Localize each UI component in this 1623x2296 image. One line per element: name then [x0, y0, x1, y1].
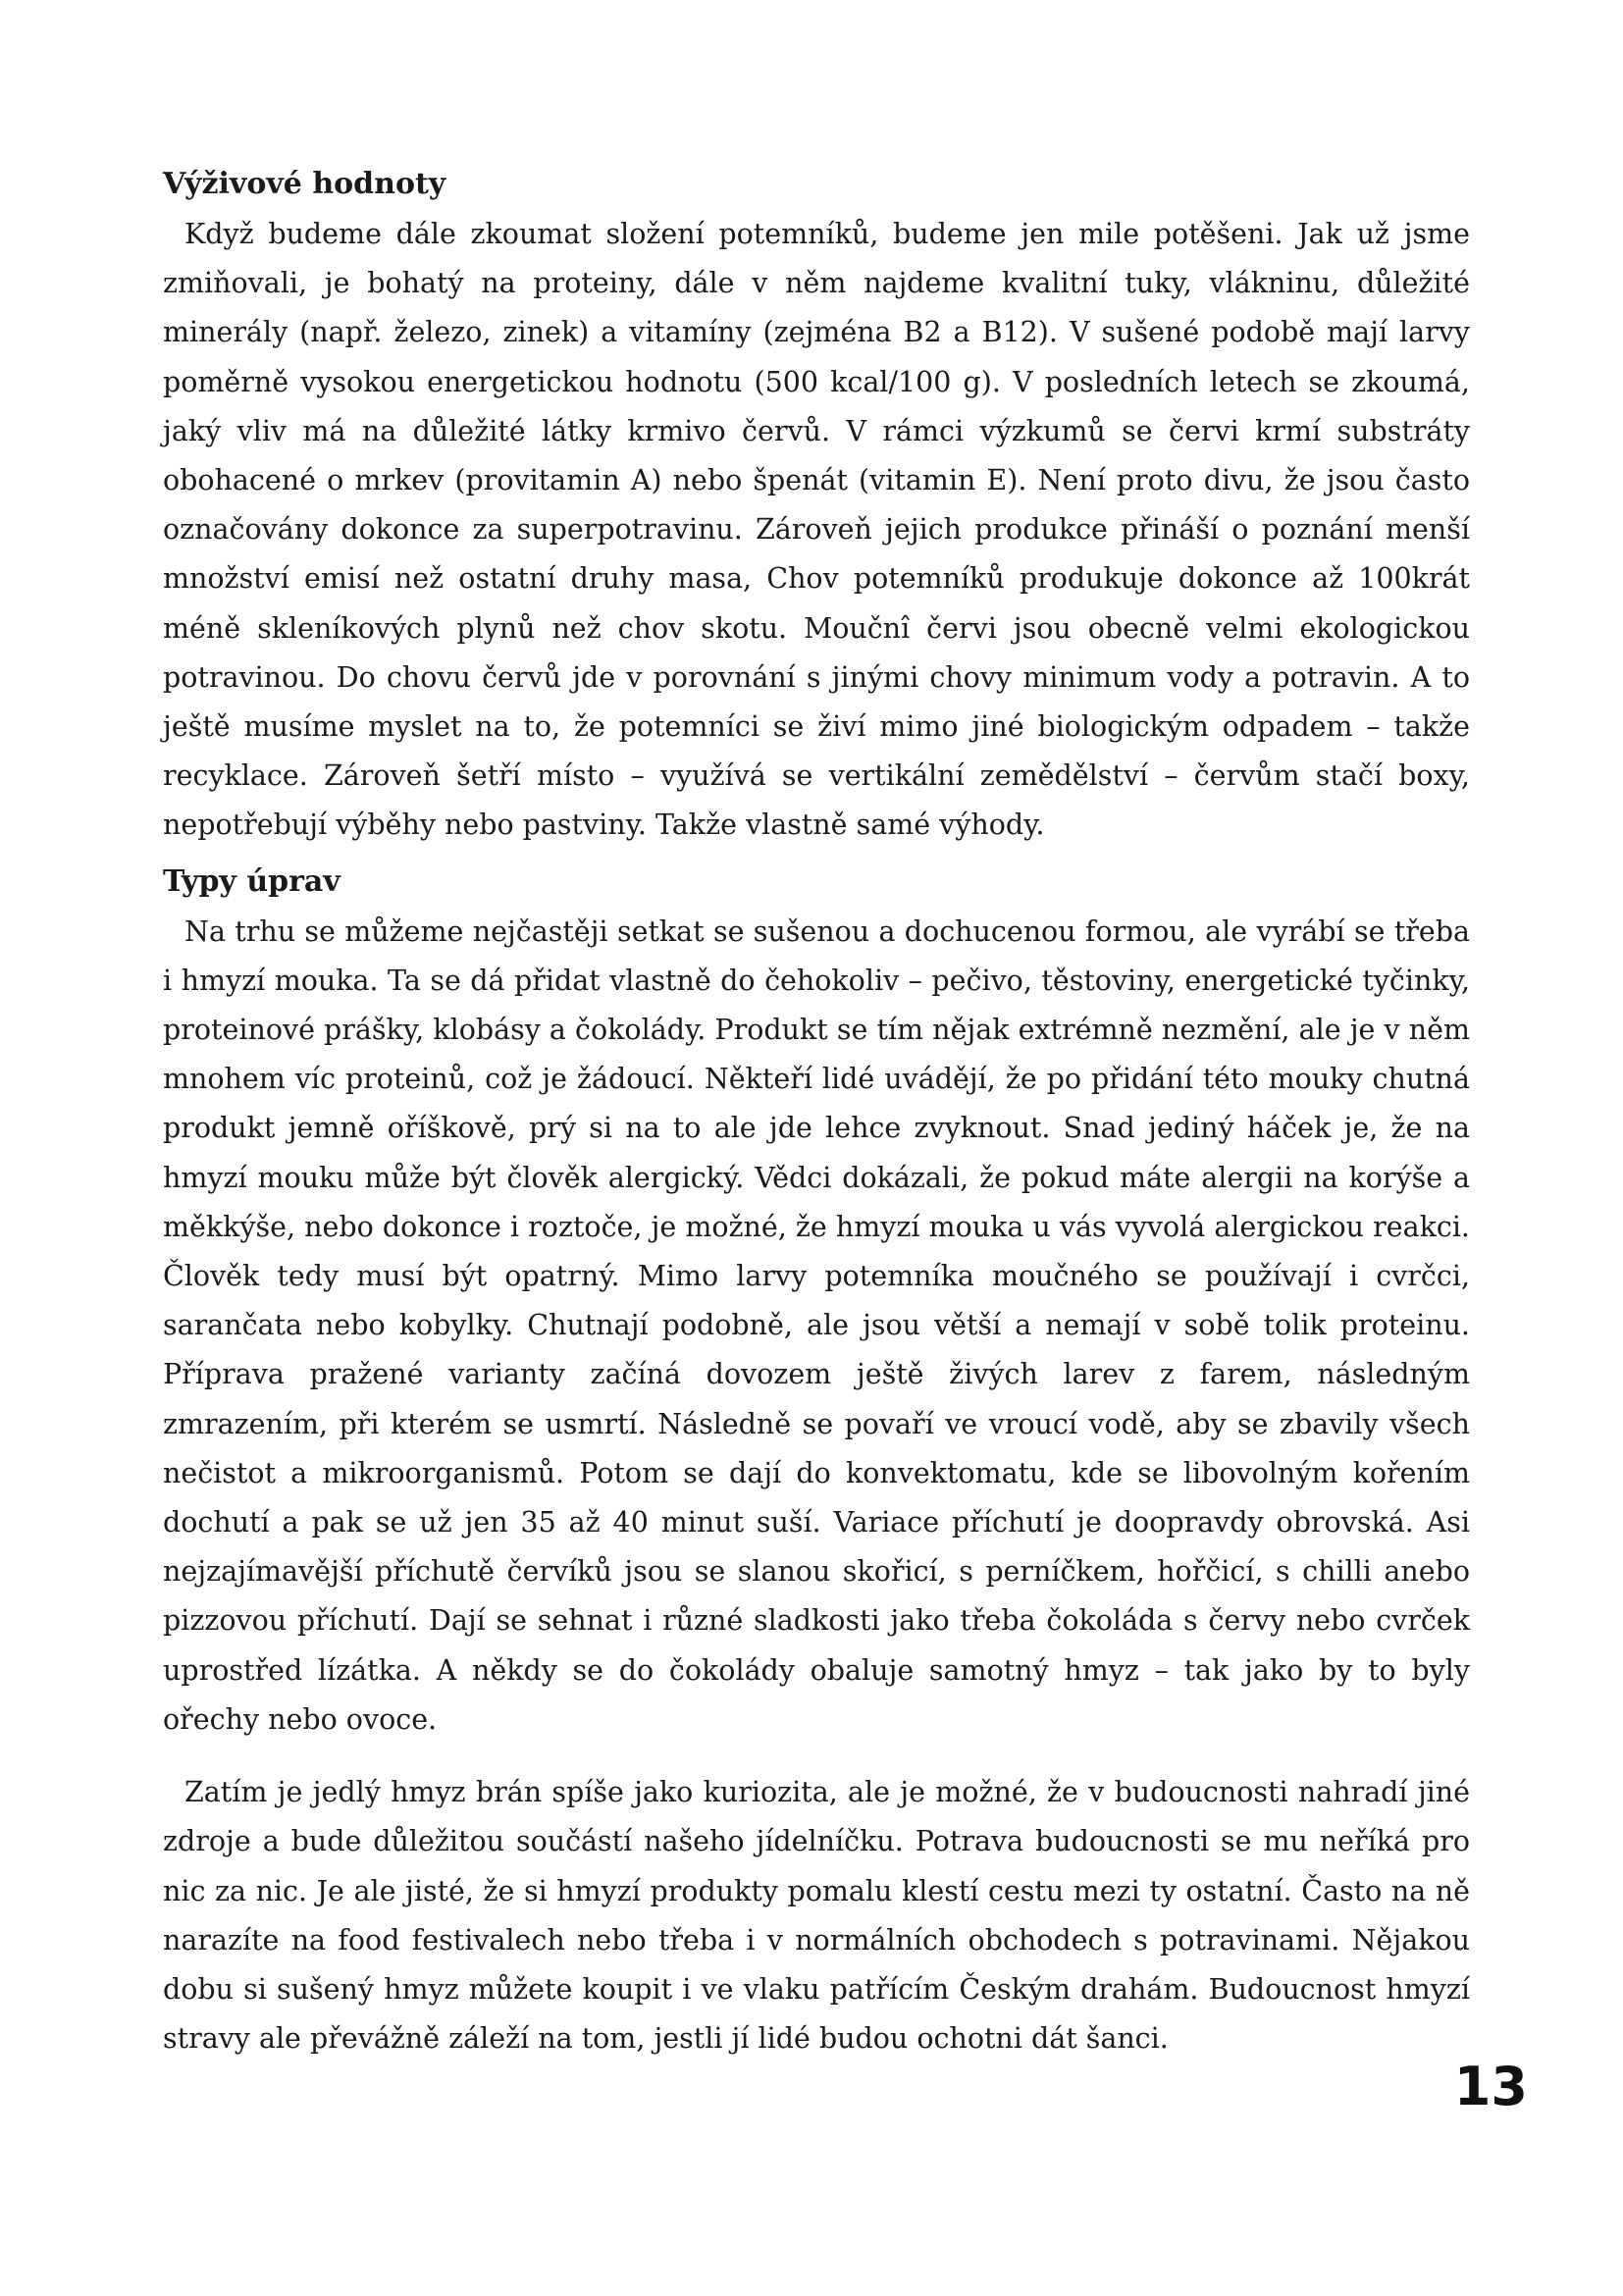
paragraph-closing: Zatím je jedlý hmyz brán spíše jako kuriozita, ale je možné, že v budoucnosti nahradí jiné zdroje a bude důležitou součástí našeho jídelníčku. Potrava budoucnosti se mu neříká pro nic za nic. Je ale jisté, že si hmyzí produkty pomalu klestí cestu mezi ty ostatní. Často na ně narazíte na food festivalech nebo třeba i v normálních obchodech s potravinami. Nějakou dobu si sušený hmyz můžete koupit i ve vlaku patřícím Českým drahám. Budoucnost hmyzí stravy ale převážně záleží na tom, jestli jí lidé budou ochotni dát šanci. [163, 1776, 1470, 2056]
section-heading-preparation-types: Typy úprav [163, 863, 340, 899]
paragraph-preparation-types: Na trhu se můžeme nejčastěji setkat se sušenou a dochucenou formou, ale vyrábí se třeba i hmyzí mouka. Ta se dá přidat vlastně do čehokoliv – pečivo, těstoviny, energetické tyčinky, proteinové prášky, klobásy a čokolády. Produkt se tím nějak extrémně nezmění, ale je v něm mnohem víc proteinů, což je žádoucí. Někteří lidé uvádějí, že po přidání této mouky chutná produkt jemně oříškově, prý si na to ale jde lehce zvyknout. Snad jediný háček je, že na hmyzí mouku může být člověk alergický. Vědci dokázali, že pokud máte alergii na korýše a měkkýše, nebo dokonce i roztoče, je možné, že hmyzí mouka u vás vyvolá alergickou reakci. Člověk tedy musí být opatrný. Mimo larvy potemníka moučného se používají i cvrčci, sarančata nebo kobylky. Chutnají podobně, ale jsou větší a nemají v sobě tolik proteinu. Příprava pražené varianty začíná dovozem ještě živých larev z farem, následným zmrazením, při kterém se usmrtí. Následně se povaří ve vroucí vodě, aby se zbavily všech nečistot a mikroorganismů. Potom se dají do konvektomatu, kde se libovolným kořením dochutí a pak se už jen 35 až 40 minut suší. Variace příchutí je doopravdy obrovská. Asi nejzajímavější příchutě červíků jsou se slanou skořicí, s perníčkem, hořčicí, s chilli anebo pizzovou příchutí. Dají se sehnat i různé sladkosti jako třeba čokoláda s červy nebo cvrček uprostřed lízátka. A někdy se do čokolády obaluje samotný hmyz – tak jako by to byly ořechy nebo ovoce. [163, 914, 1470, 1736]
section-heading-nutrition: Výživové hodnoty [163, 167, 446, 201]
page-content [163, 165, 1470, 2063]
section-spacer [163, 851, 1470, 862]
paragraph-nutrition: Když budeme dále zkoumat složení potemníků, budeme jen mile potěšeni. Jak už jsme zmiňovali, je bohatý na proteiny, dále v něm najdeme kvalitní tuky, vlákninu, důležité minerály (např. železo, zinek) a vitamíny (zejména B2 a B12). V sušené podobě mají larvy poměrně vysokou energetickou hodnotu (500 kcal/100 g). V posledních letech se zkoumá, jaký vliv má na důležité látky krmivo červů. V rámci výzkumů se červi krmí substráty obohacené o mrkev (provitamin A) nebo špenát (vitamin E). Není proto divu, že jsou často označovány dokonce za superpotravinu. Zároveň jejich produkce přináší o poznání menší množství emisí než ostatní druhy masa, Chov potemníků produkuje dokonce až 100krát méně skleníkových plynů než chov skotu. Moučnî červi jsou obecně velmi ekologickou potravinou. Do chovu červů jde v porovnání s jinými chovy minimum vody a potravin. A to ještě musíme myslet na to, že potemníci se živí mimo jiné biologickým odpadem – takže recyklace. Zároveň šetří místo – využívá se vertikální zemědělství – červům stačí boxy, nepotřebují výběhy nebo pastviny. Takže vlastně samé výhody. [163, 218, 1470, 842]
paragraph-spacer [163, 1745, 1470, 1768]
page-number: 13 [1453, 2056, 1528, 2117]
